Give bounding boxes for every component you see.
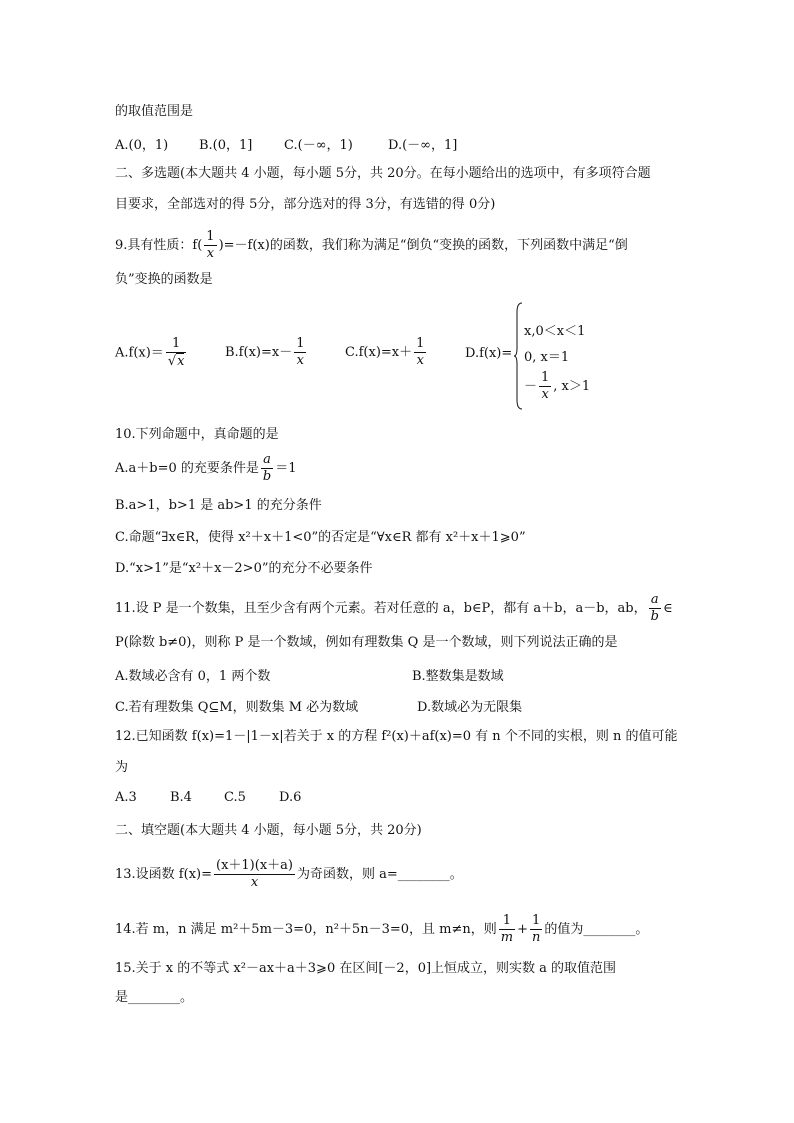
q10-option-a	[115, 452, 297, 485]
q10-option-a-num: a	[263, 452, 271, 467]
q9-option-c	[345, 336, 428, 369]
q10-option-a-fraction	[261, 452, 273, 485]
q11-option-b: B.整数集是数域	[412, 669, 504, 684]
q14-fraction-2	[530, 913, 542, 946]
q9-option-c-label: C.f(x)=x＋	[345, 345, 413, 360]
q10-option-a-prefix: A.a＋b=0 的充要条件是	[115, 461, 259, 476]
q10-stem: 10.下列命题中，真命题的是	[115, 427, 279, 442]
q9-option-b-label: B.f(x)=x－	[225, 345, 293, 360]
q9-stem-fraction	[204, 229, 216, 262]
section-multi-choice-header: 二、多选题(本大题共 4 小题，每小题 5分，共 20分。在每小题给出的选项中，有多项符合题	[115, 166, 651, 181]
section-multi-choice-header-cont: 目要求，全部选对的得 5分，部分选对的得 3分，有选错的得 0分)	[115, 197, 496, 212]
q9-option-a-num: 1	[171, 336, 181, 351]
q12-option-c: C.5	[224, 790, 246, 805]
q13-stem	[115, 858, 463, 891]
q9-option-c-num: 1	[416, 336, 425, 351]
q14-stem-prefix: 14.若 m，n 满足 m²＋5m－3=0，n²＋5n－3=0，且 m≠n，则	[115, 922, 497, 937]
q9-option-c-fraction	[414, 336, 426, 369]
q9-option-b-fraction	[294, 336, 306, 369]
q9-case-3-fraction	[539, 370, 551, 403]
q11-stem	[115, 592, 673, 625]
q10-option-a-den: b	[262, 469, 272, 484]
q13-stem-fraction	[214, 858, 295, 891]
q12-stem: 12.已知函数 f(x)=1－|1－x|若关于 x 的方程 f²(x)＋af(x)=0 有 n 个不同的实根，则 n 的值可能	[115, 729, 678, 744]
q11-option-d: D.数域必为无限集	[417, 700, 523, 715]
q15-stem: 15.关于 x 的不等式 x²－ax＋a＋3⩾0 在区间[－2，0]上恒成立，则实数 a 的取值范围	[115, 961, 617, 976]
q9-case-3-suffix: , x＞1	[553, 379, 591, 394]
q10-option-b: B.a>1，b>1 是 ab>1 的充分条件	[115, 498, 322, 513]
q9-option-d-label: D.f(x)=	[465, 346, 513, 361]
q9-option-a-den: √x	[167, 354, 185, 369]
q9-option-c-den: x	[414, 352, 426, 369]
q10-option-d: D.“x>1”是“x²＋x－2>0”的充分不必要条件	[115, 561, 373, 576]
q9-option-a-radicand: x	[177, 354, 185, 369]
q11-option-a: A.数域必含有 0，1 两个数	[115, 669, 271, 684]
q8-option-d: D.(－∞，1]	[388, 138, 458, 153]
q11-frac-den: b	[650, 609, 659, 624]
q9-case-3-den: x	[539, 386, 551, 403]
q11-stem-suffix: ∈	[662, 601, 673, 616]
q13-frac-num: (x＋1)(x＋a)	[216, 858, 293, 873]
q9-option-a-fraction	[166, 336, 187, 370]
q9-option-b-num: 1	[296, 336, 305, 351]
q10-option-a-suffix: ＝1	[275, 461, 297, 476]
q14-f1-num: 1	[502, 913, 512, 928]
q9-stem-cont: 负”变换的函数是	[115, 272, 213, 287]
q14-fraction-1	[499, 913, 515, 946]
q9-option-d-case-1: x,0＜x＜1	[524, 324, 586, 339]
piecewise-brace-icon	[513, 302, 523, 410]
q9-option-d-case-3	[524, 370, 590, 403]
q14-f1-den: m	[500, 930, 514, 945]
q9-option-a-label: A.f(x)＝	[115, 345, 164, 361]
q9-stem	[115, 229, 628, 262]
q11-stem-prefix: 11.设 P 是一个数集，且至少含有两个元素。若对任意的 a，b∈P，都有 a＋b，a－b，ab，	[115, 601, 647, 616]
q10-option-c: C.命题“∃x∈R，使得 x²＋x＋1<0”的否定是“∀x∈R 都有 x²＋x＋1⩾0”	[115, 530, 526, 545]
q9-case-3-prefix: －	[524, 379, 538, 394]
q11-stem-cont: P(除数 b≠0)，则称 P 是一个数域，例如有理数集 Q 是一个数域，则下列说法正确的是	[115, 635, 618, 650]
q8-option-b: B.(0，1]	[199, 138, 253, 153]
q15-stem-cont: 是________。	[115, 990, 194, 1005]
q12-option-b: B.4	[170, 790, 192, 805]
q14-f2-num: 1	[532, 913, 541, 928]
q9-option-d-case-2: 0, x＝1	[524, 350, 570, 365]
q13-stem-suffix: 为奇函数，则 a=________。	[296, 867, 463, 882]
q14-plus: +	[517, 922, 528, 937]
q14-stem	[115, 913, 648, 946]
q9-case-3-num: 1	[541, 370, 550, 385]
q11-option-c: C.若有理数集 Q⊆M，则数集 M 必为数域	[115, 700, 359, 715]
q11-frac-num: a	[650, 592, 659, 607]
section-fill-blank-header: 二、填空题(本大题共 4 小题，每小题 5分，共 20分)	[115, 823, 422, 838]
q9-frac-den: x	[204, 245, 216, 262]
q14-f2-den: n	[531, 930, 541, 945]
q8-option-c: C.(－∞，1)	[284, 138, 353, 153]
q12-option-a: A.3	[115, 790, 137, 805]
q9-frac-num: 1	[206, 229, 215, 244]
q13-frac-den: x	[214, 874, 295, 891]
q13-stem-prefix: 13.设函数 f(x)=	[115, 867, 212, 882]
q9-option-b	[225, 336, 308, 369]
q8-option-a: A.(0，1)	[115, 138, 169, 153]
q9-stem-suffix: )=－f(x)的函数，我们称为满足“倒负“变换的函数，下列函数中满足“倒	[218, 238, 628, 253]
q14-stem-suffix: 的值为________。	[544, 922, 649, 937]
q9-stem-prefix: 9.具有性质：f(	[115, 238, 203, 253]
q11-stem-fraction	[649, 592, 661, 625]
q12-option-d: D.6	[279, 790, 302, 805]
q9-option-a	[115, 336, 188, 370]
q9-option-b-den: x	[294, 352, 306, 369]
q8-stem-tail: 的取值范围是	[115, 104, 194, 119]
q12-stem-cont: 为	[115, 760, 129, 775]
